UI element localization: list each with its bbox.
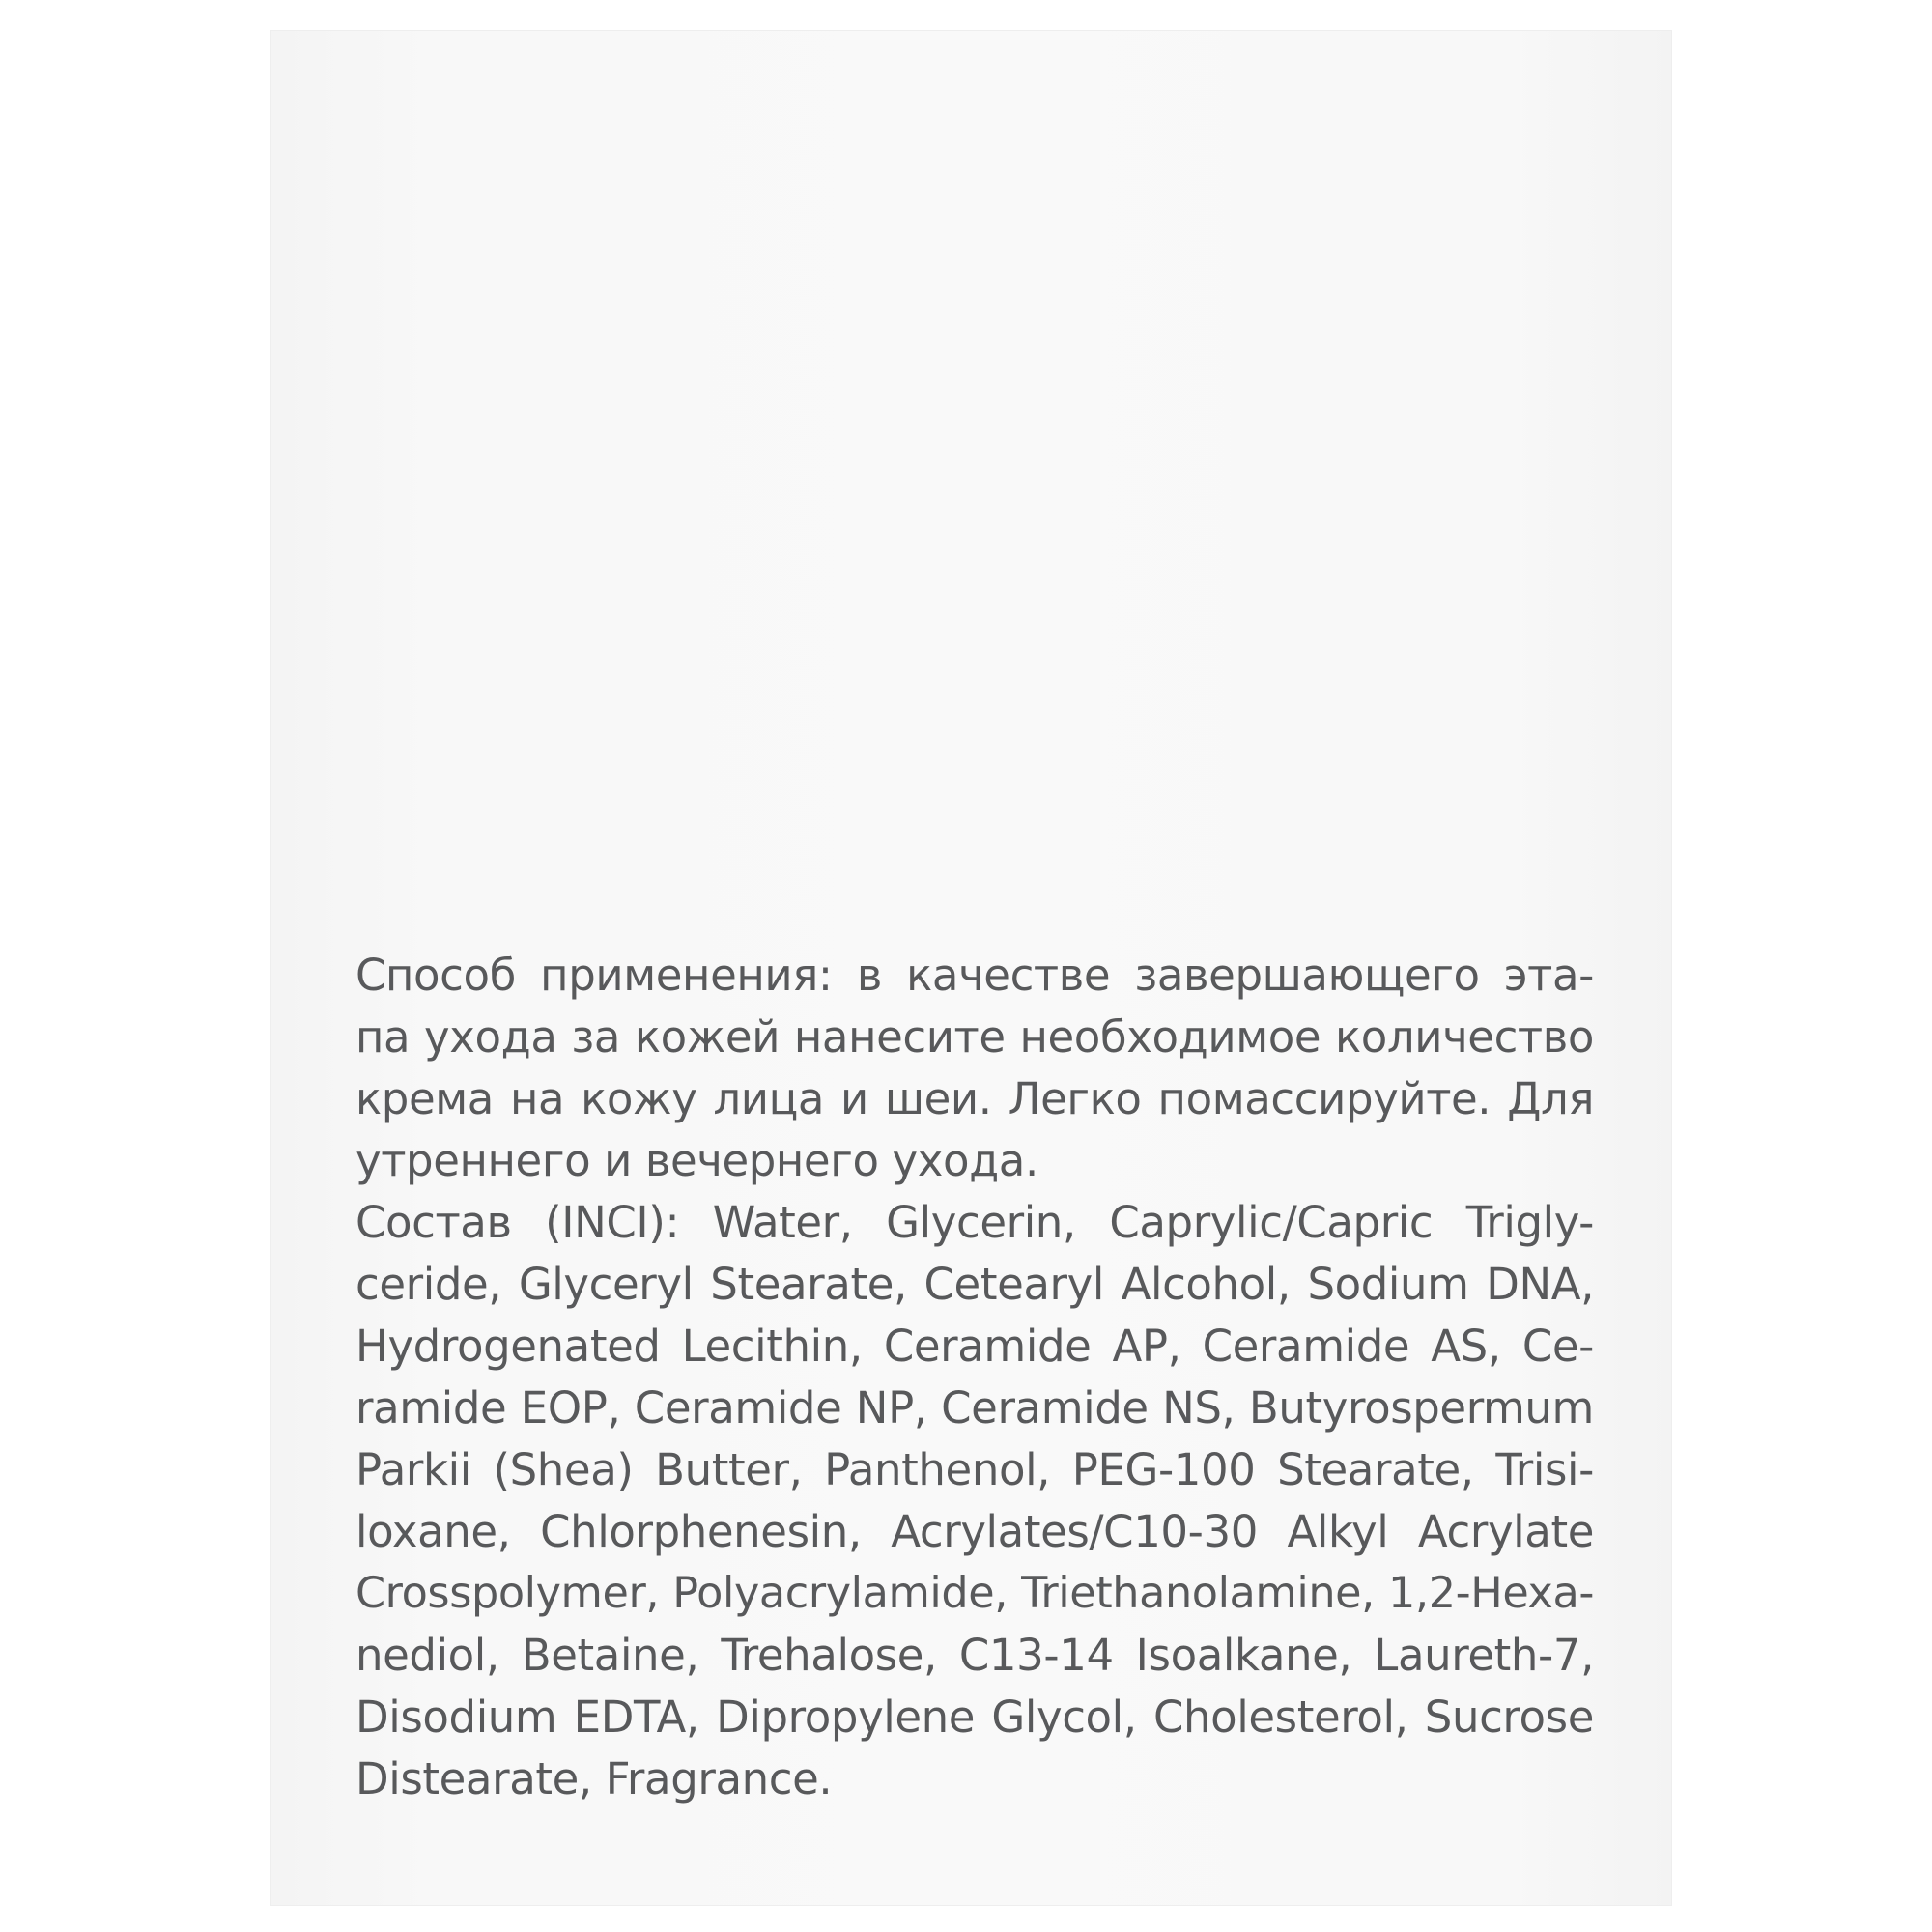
label-text-block — [355, 945, 1594, 1810]
ingredients-line: Disodium EDTA, Dipropylene Glycol, Cholesterol, Sucrose — [355, 1691, 1594, 1743]
usage-line: па ухода за кожей нанесите необходимое количество — [355, 1011, 1594, 1063]
ingredients-line: Crosspolymer, Polyacrylamide, Triethanolamine, 1,2-Hexa- — [355, 1569, 1594, 1618]
ingredients-line: nediol, Betaine, Trehalose, C13-14 Isoalkane, Laureth-7, — [355, 1630, 1594, 1681]
usage-line: крема на кожу лица и шеи. Легко помассируйте. Для — [355, 1073, 1594, 1124]
ingredients-line: Hydrogenated Lecithin, Ceramide AP, Ceramide AS, Ce- — [355, 1321, 1594, 1372]
ingredients-line: Parkii (Shea) Butter, Panthenol, PEG-100 Stearate, Trisi- — [355, 1444, 1594, 1495]
ingredients-line: Distearate, Fragrance. — [355, 1753, 833, 1804]
usage-line: Способ применения: в качестве завершающего эта- — [355, 950, 1594, 1001]
usage-line: утреннего и вечернего ухода. — [355, 1135, 1038, 1186]
ingredients-line: loxane, Chlorphenesin, Acrylates/C10-30 Alkyl Acrylate — [355, 1506, 1594, 1557]
ingredients-list — [355, 1192, 1594, 1810]
ingredients-line: ramide EOP, Ceramide NP, Ceramide NS, Butyrospermum — [355, 1382, 1594, 1434]
usage-instructions — [355, 945, 1594, 1192]
ingredients-line: ceride, Glyceryl Stearate, Cetearyl Alcohol, Sodium DNA, — [355, 1259, 1594, 1310]
ingredients-line: Состав (INCI): Water, Glycerin, Caprylic/Capric Trigly- — [355, 1197, 1594, 1248]
